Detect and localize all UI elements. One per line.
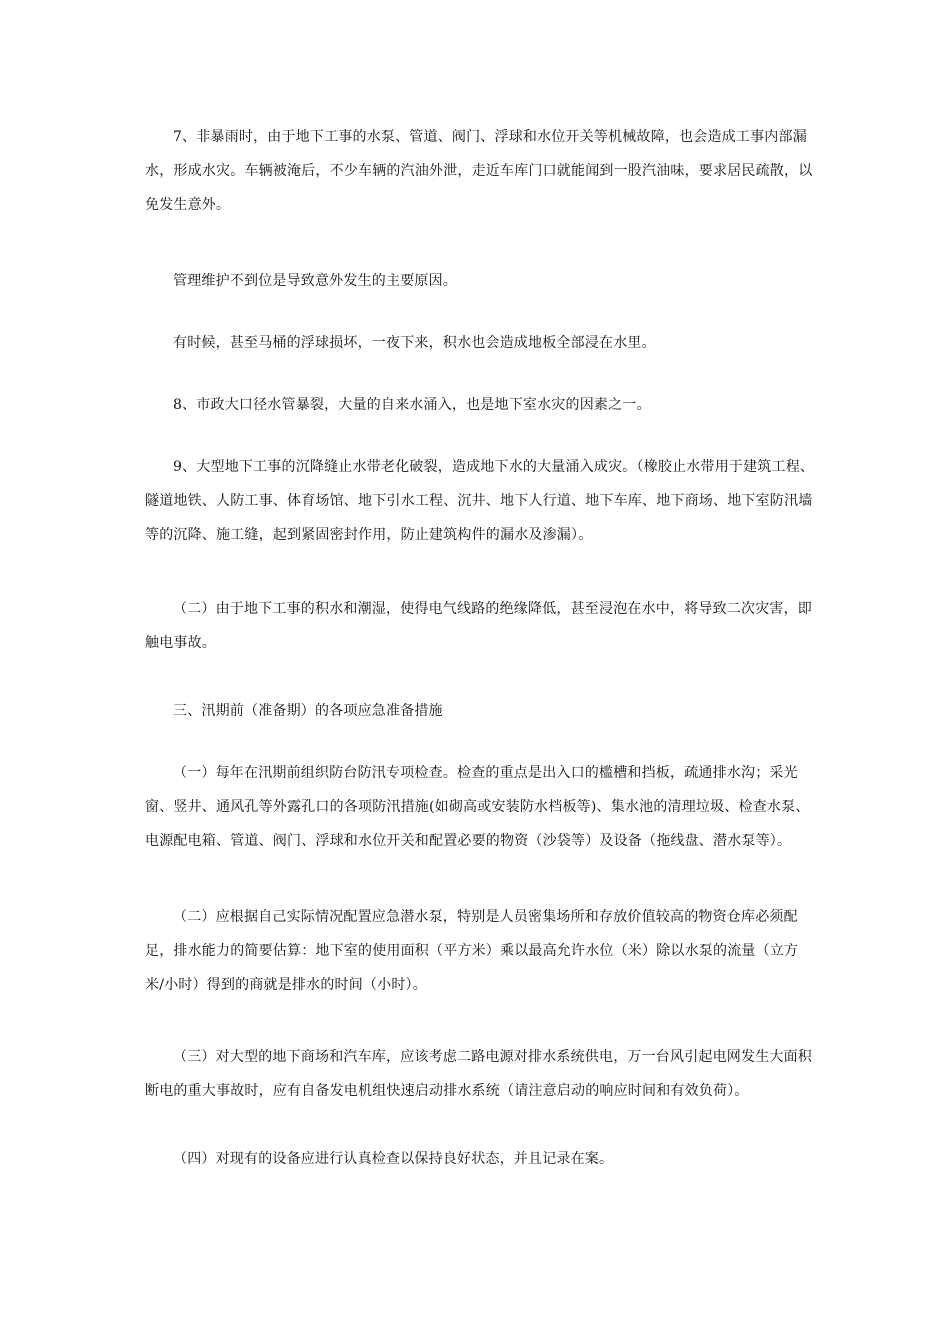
paragraph-measure-4: （四）对现有的设备应进行认真检查以保持良好状态，并且记录在案。 [173,1151,614,1167]
section-heading-3: 三、汛期前（准备期）的各项应急准备措施 [173,703,443,719]
paragraph-item-9: 9、大型地下工事的沉降缝止水带老化破裂，造成地下水的大量涌入成灾。（橡胶止水带用于建筑工程、隧道地铁、人防工事、体育场馆、地下引水工程、沉井、地下人行道、地下车库、地下商场、地下室防汛墙等的沉降、施工缝，起到紧固密封作用，防止建筑构件的漏水及渗漏）。 [145,459,815,543]
paragraph-toilet-float: 有时候，甚至马桶的浮球损坏，一夜下来，积水也会造成地板全部浸在水里。 [173,335,656,351]
paragraph-measure-1: （一）每年在汛期前组织防台防汛专项检查。检查的重点是出入口的槛槽和挡板，疏通排水沟；采光窗、竖井、通风孔等外露孔口的各项防汛措施(如砌高或安装防水档板等)、集水池的清理垃圾、检查水泵、电源配电箱、管道、阀门、浮球和水位开关和配置必要的物资（沙袋等）及设备（拖线盘、潜水泵等）。 [145,765,810,849]
paragraph-item-7: 7、非暴雨时，由于地下工事的水泵、管道、阀门、浮球和水位开关等机械故障，也会造成工事内部漏水，形成水灾。车辆被淹后，不少车辆的汽油外泄，走近车库门口就能闻到一股汽油味，要求居民疏散，以免发生意外。 [145,129,813,213]
paragraph-measure-2: （二）应根据自己实际情况配置应急潜水泵，特别是人员密集场所和存放价值较高的物资仓库必须配足，排水能力的简要估算：地下室的使用面积（平方米）乘以最高允许水位（米）除以水泵的流量（立方米/小时）得到的商就是排水的时间（小时）。 [145,909,799,993]
paragraph-management-cause: 管理维护不到位是导致意外发生的主要原因。 [173,273,457,289]
paragraph-measure-3: （三）对大型的地下商场和汽车库，应该考虑二路电源对排水系统供电，万一台风引起电网发生大面积断电的重大事故时，应有自备发电机组快速启动排水系统（请注意启动的响应时间和有效负荷）。 [145,1049,812,1099]
paragraph-item-8: 8、市政大口径水管暴裂，大量的自来水涌入，也是地下室水灾的因素之一。 [173,397,651,413]
paragraph-section-2: （二）由于地下工事的积水和潮湿，使得电气线路的绝缘降低，甚至浸泡在水中，将导致二次灾害，即触电事故。 [145,601,812,651]
